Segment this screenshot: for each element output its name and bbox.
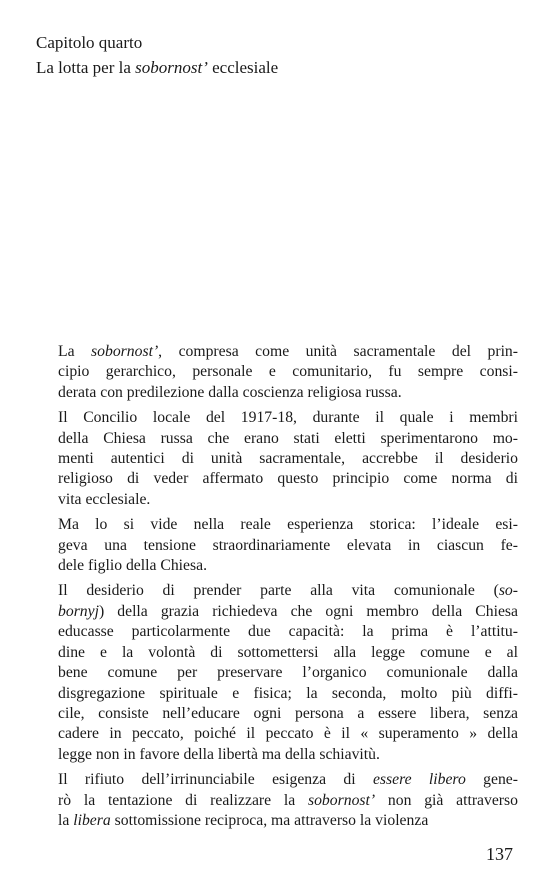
chapter-title	[36, 55, 278, 80]
italic-text: so-	[498, 582, 518, 600]
text-run: bene comune per preservare l’organico comunionale dalla	[58, 664, 518, 682]
text-run: cipio gerarchico, personale e comunitario, fu sempre consi-	[58, 363, 518, 381]
text-run: La	[58, 343, 92, 360]
italic-text: sobornost’	[307, 791, 376, 809]
paragraph	[36, 408, 518, 510]
text-run: Il desiderio di prender parte alla vita comunionale (	[58, 582, 499, 600]
text-run: , compresa come unità sacramentale del prin-	[158, 343, 519, 360]
chapter-title-italic: sobornost’	[135, 58, 208, 77]
chapter-label: Capitolo quarto	[36, 33, 143, 52]
page-number: 137	[486, 844, 513, 864]
text-line	[36, 490, 518, 510]
paragraph	[36, 342, 518, 403]
text-line	[36, 556, 518, 576]
text-line	[36, 602, 518, 622]
text-run: gene-	[465, 771, 518, 789]
text-run: geva una tensione straordinariamente elevata in ciascun fe-	[58, 536, 518, 554]
text-run: derata con predilezione dalla coscienza religiosa russa.	[58, 383, 402, 401]
chapter-header	[36, 30, 278, 80]
text-run: Ma lo si vide nella reale esperienza storica: l’ideale esi-	[58, 516, 518, 534]
italic-text: libera	[73, 811, 111, 829]
text-line	[36, 643, 518, 663]
text-run: della Chiesa russa che erano stati eletti sperimentarono mo-	[58, 429, 518, 447]
text-run: legge non in favore della libertà ma della schiavitù.	[58, 745, 380, 763]
text-run: menti autentici di unità sacramentale, accrebbe il desiderio	[58, 450, 518, 468]
text-line	[36, 429, 518, 449]
text-run: dele figlio della Chiesa.	[58, 557, 207, 575]
text-run: educasse particolarmente due capacità: la prima è l’attitu-	[58, 623, 518, 641]
text-line	[36, 469, 518, 489]
paragraph	[36, 515, 518, 576]
italic-text: sobornost’	[91, 343, 159, 360]
text-line	[36, 811, 518, 831]
chapter-title-suffix: ecclesiale	[207, 58, 279, 77]
text-line	[36, 663, 518, 683]
text-run: vita ecclesiale.	[58, 490, 151, 508]
text-run: dine e la volontà di sottomettersi alla legge comune e al	[58, 643, 518, 661]
text-run: Il rifiuto dell’irrinunciabile esigenza di	[58, 771, 373, 789]
text-line	[36, 383, 518, 403]
text-line	[36, 622, 518, 642]
paragraph	[36, 581, 518, 765]
text-line	[36, 704, 518, 724]
text-line	[36, 770, 518, 790]
text-run: religioso di veder affermato questo principio come norma di	[58, 470, 518, 488]
text-run: cile, consiste nell’educare ogni persona a essere libera, senza	[58, 704, 518, 722]
text-line	[36, 724, 518, 744]
text-line	[36, 449, 518, 469]
text-line	[36, 515, 518, 535]
text-run: cadere in peccato, poiché il peccato è il « superamento » della	[58, 725, 518, 743]
paragraph	[36, 770, 518, 831]
text-line	[36, 791, 518, 811]
text-line	[36, 581, 518, 601]
text-run: rò la tentazione di realizzare la	[58, 791, 308, 809]
text-line	[36, 536, 518, 556]
body-text	[36, 342, 518, 836]
text-line	[36, 342, 518, 362]
text-line	[36, 362, 518, 382]
text-run: la	[58, 811, 74, 829]
text-run: sottomissione reciproca, ma attraverso la violenza	[110, 811, 429, 829]
text-line	[36, 684, 518, 704]
italic-text: essere libero	[372, 771, 466, 789]
text-run: Il Concilio locale del 1917-18, durante il quale i membri	[58, 409, 518, 427]
text-run: disgregazione spirituale e fisica; la seconda, molto più diffi-	[58, 684, 518, 702]
text-run: ) della grazia richiedeva che ogni membro della Chiesa	[98, 602, 518, 620]
text-run: non già attraverso	[375, 791, 518, 809]
text-line	[36, 408, 518, 428]
chapter-title-prefix: La lotta per la	[36, 58, 136, 77]
text-line	[36, 745, 518, 765]
italic-text: bornyj	[58, 602, 99, 620]
